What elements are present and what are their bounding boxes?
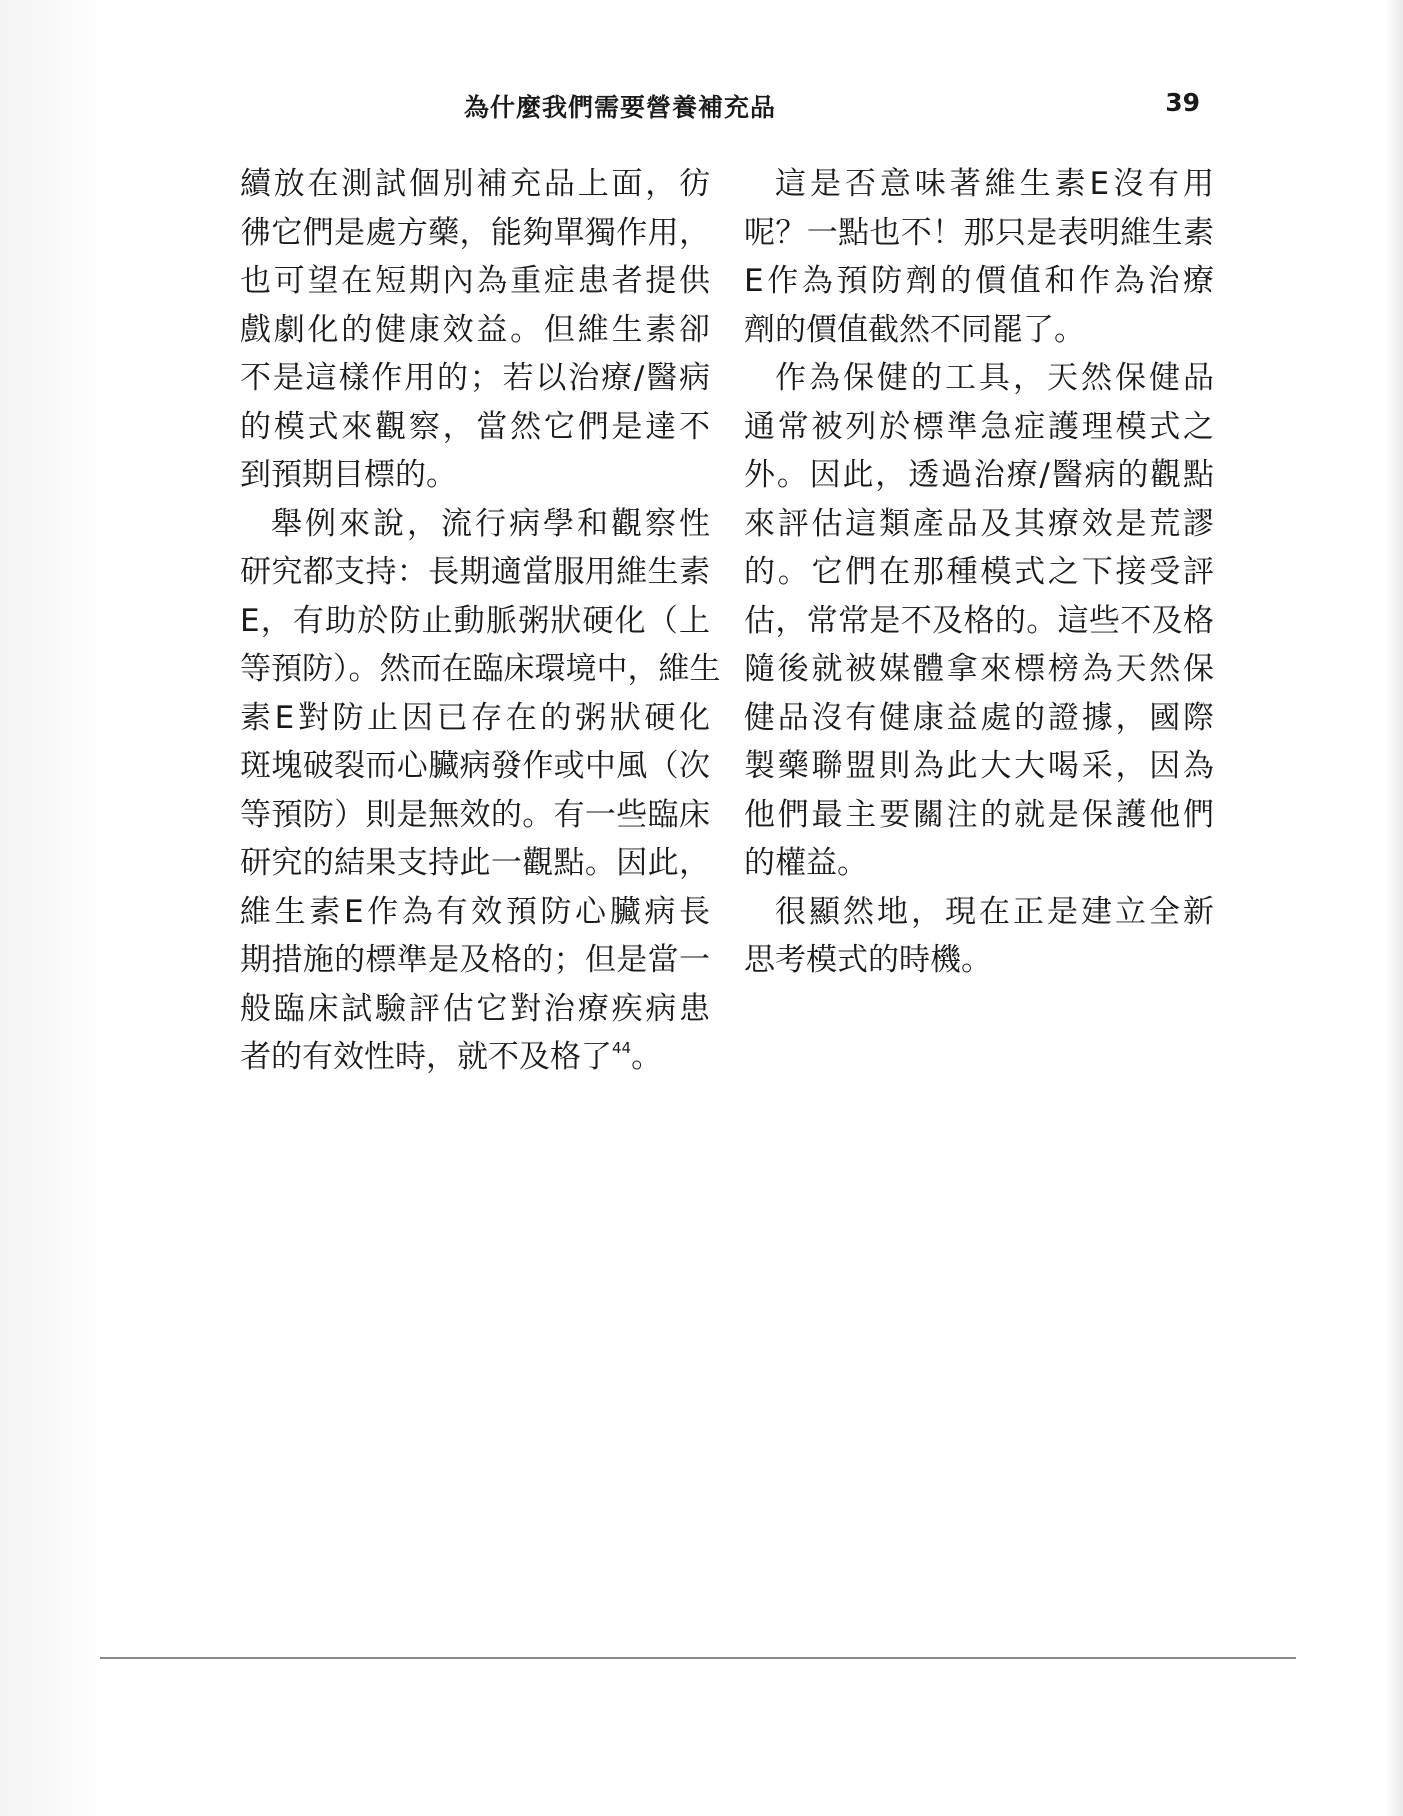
page-number: 39 (1165, 88, 1200, 117)
text-line: 思考模式的時機。 (744, 942, 992, 978)
text-line: 等預防）。然而在臨床環境中，維生 (240, 651, 721, 687)
text-line: 素E對防止因已存在的粥狀硬化 (240, 699, 710, 736)
text-line: 劑的價值截然不同罷了。 (744, 311, 1085, 348)
text-line: 研究的結果支持此一觀點。因此， (240, 845, 710, 881)
text-line: 作為保健的工具，天然保健品 (775, 360, 1214, 396)
text-line: 呢？一點也不！那只是表明維生素 (744, 214, 1214, 251)
text-line: E，有助於防止動脈粥狀硬化（上 (240, 602, 710, 639)
text-line: 通常被列於標準急症護理模式之 (744, 408, 1214, 445)
text-line: 舉例來說，流行病學和觀察性 (271, 505, 710, 542)
footnote-reference: 44 (612, 1039, 632, 1057)
text-line: 外。因此，透過治療/醫病的觀點 (744, 457, 1214, 493)
right-paragraph-1 (744, 160, 1214, 354)
right-column (744, 160, 1214, 985)
text-line: 到預期目標的。 (240, 457, 457, 493)
text-line: 健品沒有健康益處的證據，國際 (744, 699, 1214, 736)
text-line: 來評估這類產品及其療效是荒謬 (744, 505, 1214, 542)
text-line: 他們最主要關注的就是保護他們 (744, 796, 1214, 833)
text-line: 斑塊破裂而心臟病發作或中風（次 (240, 748, 710, 784)
text-line: 戲劇化的健康效益。但維生素卻 (240, 311, 710, 348)
text-line: E作為預防劑的價值和作為治療 (744, 263, 1214, 299)
text-line: 的權益。 (744, 845, 868, 881)
text-line: 也可望在短期內為重症患者提供 (240, 263, 710, 299)
text-line: 期措施的標準是及格的；但是當一 (240, 942, 710, 978)
bottom-rule (100, 1657, 1296, 1659)
left-paragraph-2 (240, 500, 721, 1082)
left-paragraph-1 (240, 160, 710, 500)
text-line: 研究都支持：長期適當服用維生素 (240, 554, 710, 590)
text-line: 彿它們是處方藥，能夠單獨作用， (240, 214, 710, 251)
text-line: 等預防）則是無效的。有一些臨床 (240, 796, 710, 833)
chapter-title: 為什麼我們需要營養補充品 (463, 93, 776, 122)
text-line: 製藥聯盟則為此大大喝采，因為 (744, 748, 1214, 784)
left-column (240, 160, 721, 1082)
right-paragraph-3 (744, 888, 1214, 985)
text-line: 隨後就被媒體拿來標榜為天然保 (744, 651, 1214, 687)
text-line: 這是否意味著維生素E沒有用 (775, 166, 1214, 202)
scan-shadow-left (0, 0, 110, 1816)
text-line: 不是這樣作用的；若以治療/醫病 (240, 360, 710, 396)
text-fragment: 者的有效性時，就不及格了 (240, 1039, 612, 1075)
text-line: 估，常常是不及格的。這些不及格 (744, 602, 1214, 639)
text-line: 續放在測試個別補充品上面，彷 (240, 166, 710, 202)
text-line: 很顯然地，現在正是建立全新 (775, 893, 1214, 930)
text-line-final (240, 1033, 710, 1082)
scan-shadow-right (1385, 0, 1403, 1816)
right-paragraph-2 (744, 354, 1214, 888)
text-line: 的模式來觀察，當然它們是達不 (240, 408, 710, 445)
text-line: 的。它們在那種模式之下接受評 (744, 554, 1214, 590)
text-line: 維生素E作為有效預防心臟病長 (240, 893, 710, 930)
running-header (240, 88, 1200, 128)
text-fragment: 。 (631, 1039, 663, 1075)
text-line: 般臨床試驗評估它對治療疾病患 (240, 990, 710, 1027)
